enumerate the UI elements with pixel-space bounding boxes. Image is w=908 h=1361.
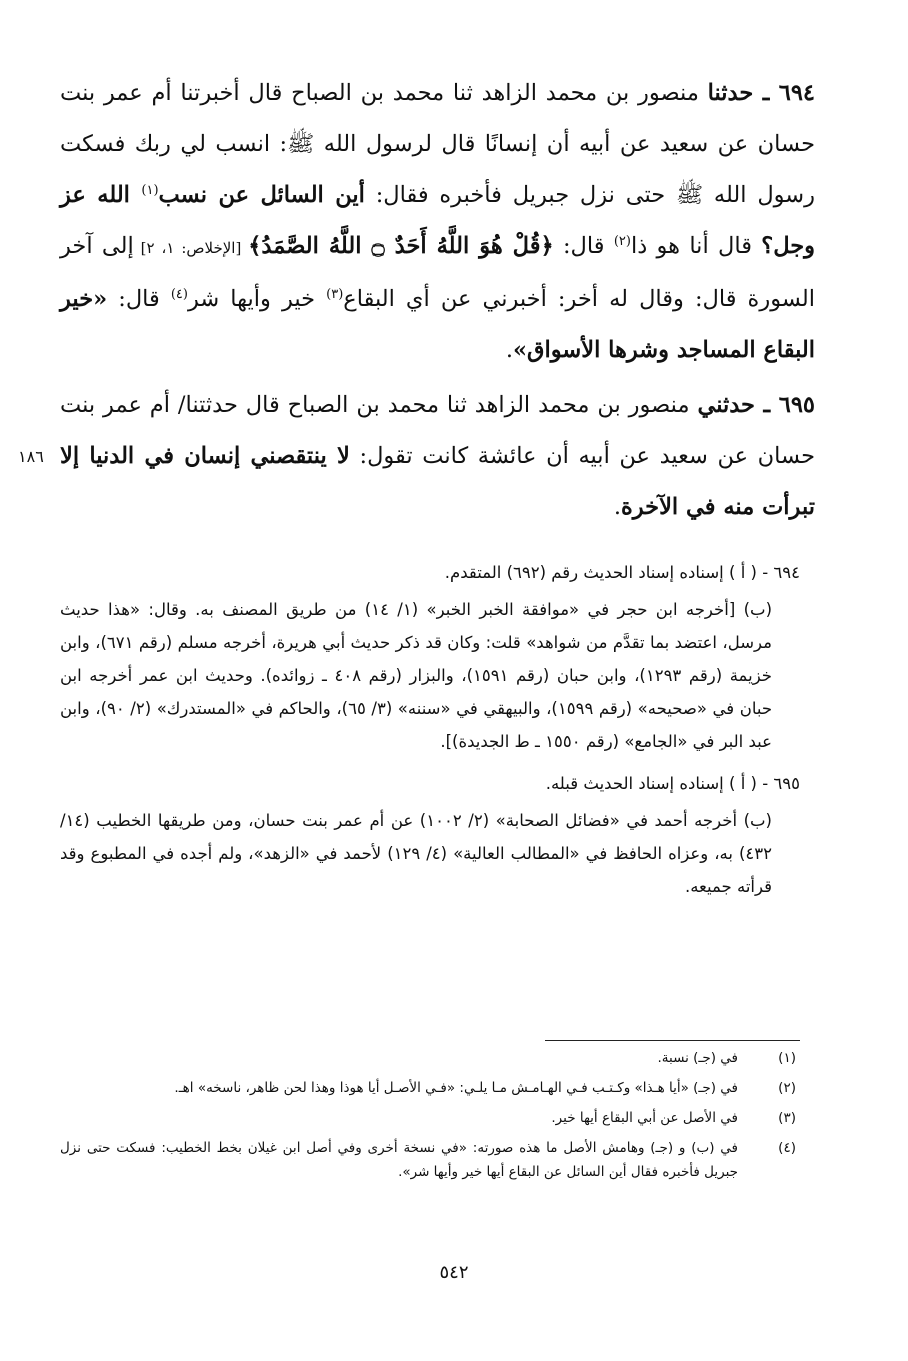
footnote-marker-2: (٢) (613, 234, 631, 249)
verse-reference: [الإخلاص: ١، ٢] (133, 239, 249, 257)
footnote-marker-3: (٣) (326, 287, 344, 302)
hadith-number: ٦٩٥ (778, 392, 815, 418)
footnote-text: في (جـ) نسبة. (657, 1050, 738, 1066)
footnote-item (60, 1136, 800, 1184)
hadith-694 (60, 68, 815, 376)
margin-page-number: ١٨٦ (18, 447, 44, 466)
commentary-694-b: (ب) [أخرجه ابن حجر في «موافقة الخبر الخبر» (١/ ١٤) من طريق المصنف به. وقال: «هذا حديث مرسل، اعتضد بما تقدَّم من شواهد» قلت: وكان قد ذكر حديث أبي هريرة، أخرجه مسلم (رقم ٦٧١)، وابن خزيمة (رقم ١٢٩٣)، وابن حبان (رقم ١٥٩١)، والبزار (رقم ٤٠٨ ـ زوائده). وحديث ابن عمر أخرجه ابن حبان في «صحيحه» (رقم ١٥٩٩)، والبيهقي في «سننه» (٣/ ٦٥)، والحاكم في «المستدرك» (٢/ ٩٠)، وابن عبد البر في «الجامع» (رقم ١٥٥٠ ـ ط الجديدة)]. (60, 600, 773, 751)
hadith-lead: حدثني (697, 392, 755, 418)
footnote-text: في (ب) و (جـ) وهامش الأصل ما هذه صورته: «في نسخة أخرى وفي أصل ابن غيلان بخط الخطيب: فسكت حتى نزل جبريل فأخبره فقال أين السائل عن البقاع أيها خير وأيها شر». (60, 1140, 738, 1180)
commentary-694-a: ٦٩٤ - ( أ ) إسناده إسناد الحديث رقم (٦٩٢) المتقدم. (444, 563, 800, 582)
footnote-item (60, 1106, 800, 1130)
quran-verse: ﴿قُلْ هُوَ اللَّهُ أَحَدٌ ۝ اللَّهُ الصَّمَدُ﴾ (248, 233, 554, 259)
footnote-divider (545, 1040, 800, 1041)
page-number: ٥٤٢ (439, 1262, 469, 1283)
footnote-marker-1: (١) (141, 183, 159, 198)
hadith-end: . (505, 337, 513, 363)
main-text (60, 68, 815, 533)
hadith-695 (60, 380, 815, 533)
footnote-item (60, 1046, 800, 1070)
hadith-bold-text: أين السائل عن نسب (158, 182, 365, 208)
hadith-text: منصور بن محمد الزاهد ثنا محمد بن الصباح قال أخبرتنا أم عمر بنت حسان عن سعيد عن أبيه أن إنسانًا قال لرسول الله ﷺ: انسب لي ربك فسكت رسول الله ﷺ حتى نزل جبريل فأخبره فقال: (60, 80, 816, 208)
hadith-text: خير وأيها شر (187, 286, 327, 312)
commentary-695-b: (ب) أخرجه أحمد في «فضائل الصحابة» (٢/ ١٠٠٢) عن أم عمر بنت حسان، ومن طريقها الخطيب (١٤/ ٤٣٢) به، وعزاه الحافظ في «المطالب العالية» (٤/ ١٢٩) لأحمد في «الزهد»، ولم أجده في المطبوع وقد قرأته جميعه. (60, 811, 773, 896)
hadith-number: ٦٩٤ (778, 80, 815, 106)
footnotes (60, 1046, 800, 1190)
hadith-text: قال: (107, 286, 171, 312)
footnote-number: (٣) (778, 1110, 796, 1126)
footnote-number: (١) (778, 1050, 796, 1066)
commentary-695-a: ٦٩٥ - ( أ ) إسناده إسناد الحديث قبله. (545, 774, 800, 793)
hadith-dash: ـ (754, 392, 779, 418)
hadith-text: قال: (553, 233, 614, 259)
commentary (60, 556, 800, 907)
hadith-text: قال أنا هو ذا (630, 233, 762, 259)
hadith-bold-text: الله عز وجل؟ (60, 182, 816, 259)
footnote-number: (٢) (778, 1080, 796, 1096)
hadith-dash: ـ (753, 80, 779, 106)
footnote-number: (٤) (778, 1140, 796, 1156)
footnote-item (60, 1076, 800, 1100)
footnote-text: في الأصل عن أبي البقاع أيها خير. (551, 1110, 738, 1126)
hadith-bold-text: لا ينتقصني إنسان في الدنيا إلا تبرأت منه في الآخرة (60, 443, 815, 520)
footnote-text: في (جـ) «أيا هـذا» وكـتـب فـي الهـامـش مـا يلـي: «فـي الأصـل أيا هوذا وهذا لحن ظاهر، ناسخه» اهـ. (174, 1080, 738, 1096)
hadith-text: إلى آخر السورة قال: وقال له أخر: أخبرني عن أي البقاع (60, 233, 816, 312)
hadith-end: . (613, 494, 621, 520)
hadith-bold-text: «خير البقاع المساجد وشرها الأسواق» (60, 286, 815, 363)
hadith-text: منصور بن محمد الزاهد ثنا محمد بن الصباح قال حدثتنا/ أم عمر بنت حسان عن سعيد عن أبيه أن عائشة كانت تقول: (60, 392, 815, 469)
hadith-lead: حدثنا (707, 80, 754, 106)
footnote-marker-4: (٤) (170, 287, 188, 302)
